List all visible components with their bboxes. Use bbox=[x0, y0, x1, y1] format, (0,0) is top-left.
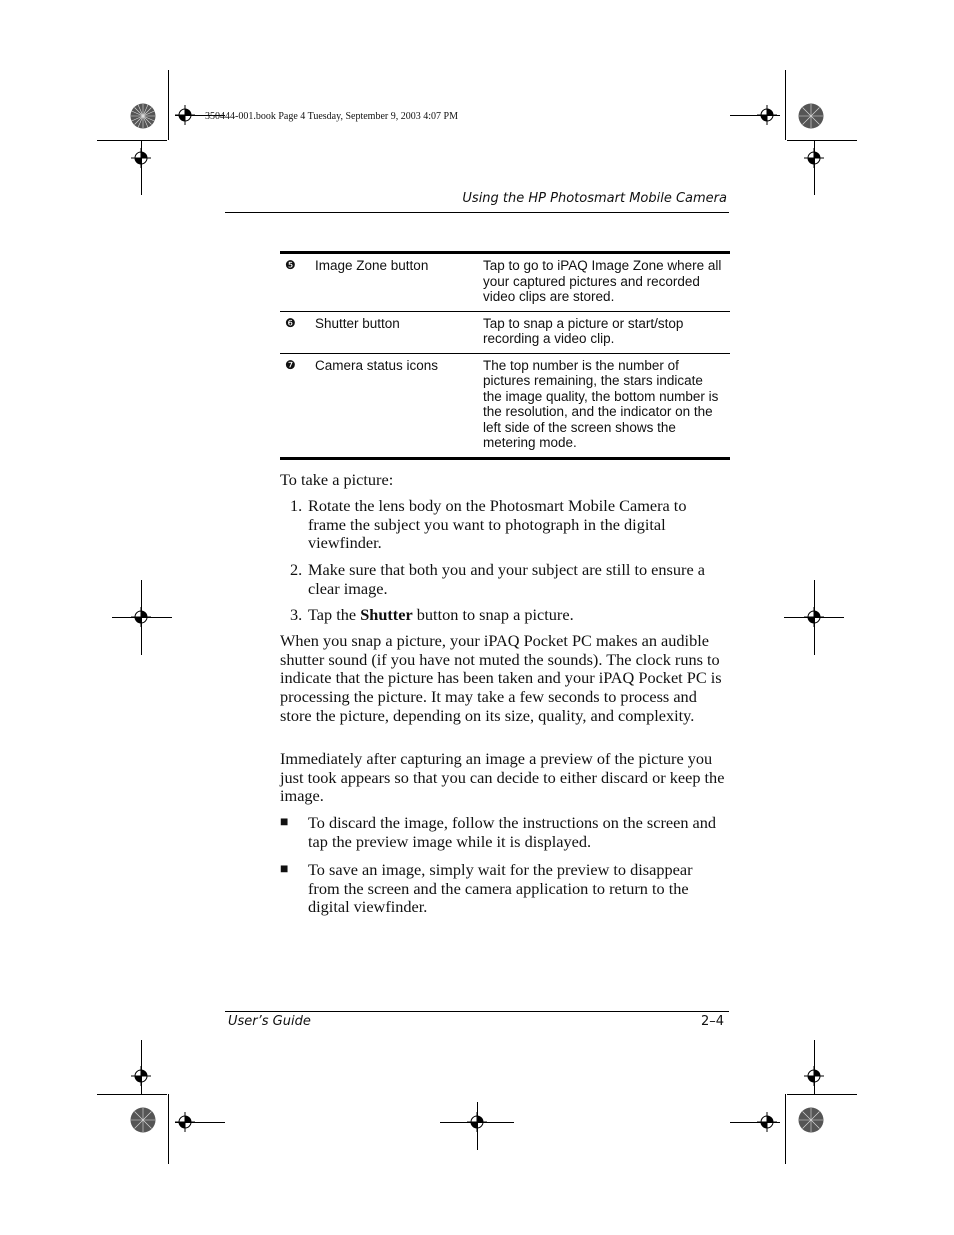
registration-starburst-icon bbox=[798, 1107, 824, 1133]
table-cell-item: Image Zone button bbox=[315, 258, 429, 273]
registration-starburst-icon bbox=[798, 103, 824, 129]
footer-title: User’s Guide bbox=[228, 1014, 311, 1029]
bullet-text: To discard the image, follow the instructions on the screen and tap the preview image while it is displayed. bbox=[308, 813, 717, 851]
list-item bbox=[280, 814, 728, 851]
list-item bbox=[280, 861, 728, 917]
paragraph: Immediately after capturing an image a preview of the picture you just took appears so that you can decide to either discard or keep the image. bbox=[280, 749, 725, 806]
step-number: 2. bbox=[290, 560, 303, 579]
bullet-square-icon: ■ bbox=[280, 862, 289, 877]
intro-paragraph: To take a picture: bbox=[280, 470, 394, 489]
step-text: Rotate the lens body on the Photosmart Mobile Camera to frame the subject you want to photograph in the digital viewfinder. bbox=[308, 496, 687, 553]
camera-controls-table bbox=[280, 251, 730, 460]
shutter-term: Shutter bbox=[360, 605, 413, 624]
print-slug-line: 350444-001.book Page 4 Tuesday, September 9, 2003 4:07 PM bbox=[205, 111, 458, 122]
table-cell-item: Shutter button bbox=[311, 311, 479, 353]
step-number: 1. bbox=[290, 496, 303, 515]
registration-starburst-icon bbox=[130, 103, 156, 129]
table-row bbox=[280, 311, 730, 353]
list-item bbox=[280, 606, 728, 625]
table-cell-description: Tap to snap a picture or start/stop recording a video clip. bbox=[479, 311, 730, 353]
table-cell-description: The top number is the number of pictures remaining, the stars indicate the image quality, the bottom number is the resolution, and the indicator on the left side of the screen shows the metering mode. bbox=[479, 353, 730, 458]
table-cell-description: Tap to go to iPAQ Image Zone where all your captured pictures and recorded video clips are stored. bbox=[483, 258, 722, 304]
registration-starburst-icon bbox=[130, 1107, 156, 1133]
table-row bbox=[280, 353, 730, 458]
bullet-square-icon: ■ bbox=[280, 815, 289, 830]
step-text-post: button to snap a picture. bbox=[412, 605, 574, 624]
step-number: 3. bbox=[290, 605, 303, 624]
footer bbox=[228, 1014, 724, 1029]
row-number-icon: ❼ bbox=[280, 353, 311, 458]
step-text: Make sure that both you and your subject are still to ensure a clear image. bbox=[308, 560, 705, 598]
header-rule bbox=[225, 212, 729, 213]
step-text-pre: Tap the bbox=[308, 605, 361, 624]
bullet-text: To save an image, simply wait for the preview to disappear from the screen and the camera application to return to the digital viewfinder. bbox=[308, 860, 693, 917]
table-row bbox=[280, 253, 730, 312]
table-cell-item: Camera status icons bbox=[311, 353, 479, 458]
list-item bbox=[280, 497, 728, 553]
row-number-icon: ❻ bbox=[280, 311, 311, 353]
list-item bbox=[280, 561, 728, 598]
footer-rule bbox=[225, 1011, 729, 1012]
running-head: Using the HP Photosmart Mobile Camera bbox=[462, 191, 727, 206]
step-text bbox=[308, 606, 728, 625]
page-number: 2–4 bbox=[700, 1014, 724, 1029]
row-number-icon: ❺ bbox=[285, 258, 296, 272]
paragraph: When you snap a picture, your iPAQ Pocket PC makes an audible shutter sound (if you have not muted the sounds). The clock runs to indicate that the picture has been taken and your iPAQ Pocket PC is processing the picture. It may take a few seconds to process and store the picture, depending on its size, quality, and complexity. bbox=[280, 631, 722, 725]
